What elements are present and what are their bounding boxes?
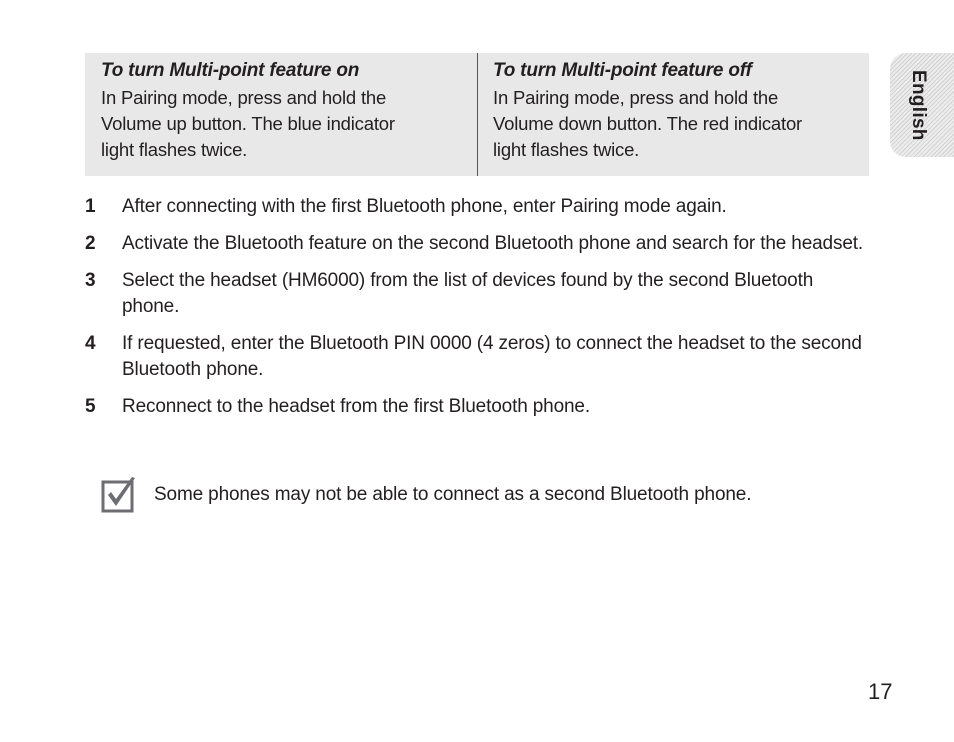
multipoint-on-description: [101, 85, 463, 163]
multipoint-on-column: [85, 53, 477, 176]
language-tab-label: English: [908, 70, 929, 141]
list-item: [85, 331, 875, 383]
list-item: [85, 394, 875, 420]
note-text: Some phones may not be able to connect as a second Bluetooth phone.: [154, 484, 752, 505]
multipoint-off-heading: To turn Multi-point feature off: [493, 60, 752, 81]
step-text: Activate the Bluetooth feature on the second Bluetooth phone and search for the headset.: [122, 233, 864, 254]
multipoint-off-column: [477, 53, 869, 176]
checkbox-check-icon: [100, 476, 138, 514]
multipoint-off-line: light flashes twice.: [493, 139, 640, 160]
step-text: If requested, enter the Bluetooth PIN 0000 (4 zeros) to connect the headset to the second Bluetooth phone.: [122, 333, 862, 380]
multipoint-off-description: [493, 85, 855, 163]
step-text: Select the headset (HM6000) from the list of devices found by the second Bluetooth phone.: [122, 270, 814, 317]
step-text: After connecting with the first Bluetooth phone, enter Pairing mode again.: [122, 196, 727, 217]
step-number: 4: [85, 333, 96, 354]
list-item: [85, 194, 875, 220]
list-item: [85, 231, 875, 257]
list-item: [85, 268, 875, 320]
step-text: Reconnect to the headset from the first Bluetooth phone.: [122, 396, 590, 417]
multipoint-on-line: In Pairing mode, press and hold the: [101, 87, 387, 108]
note: [100, 476, 860, 514]
multipoint-on-heading: To turn Multi-point feature on: [101, 60, 360, 81]
multipoint-on-line: Volume up button. The blue indicator: [101, 113, 395, 134]
multipoint-off-line: In Pairing mode, press and hold the: [493, 87, 779, 108]
step-number: 2: [85, 233, 96, 254]
multipoint-off-line: Volume down button. The red indicator: [493, 113, 803, 134]
steps-list: [85, 194, 875, 431]
page-number: 17: [868, 679, 893, 704]
multipoint-instructions-table: [85, 53, 869, 176]
step-number: 5: [85, 396, 96, 417]
multipoint-on-line: light flashes twice.: [101, 139, 248, 160]
step-number: 3: [85, 270, 96, 291]
step-number: 1: [85, 196, 96, 217]
